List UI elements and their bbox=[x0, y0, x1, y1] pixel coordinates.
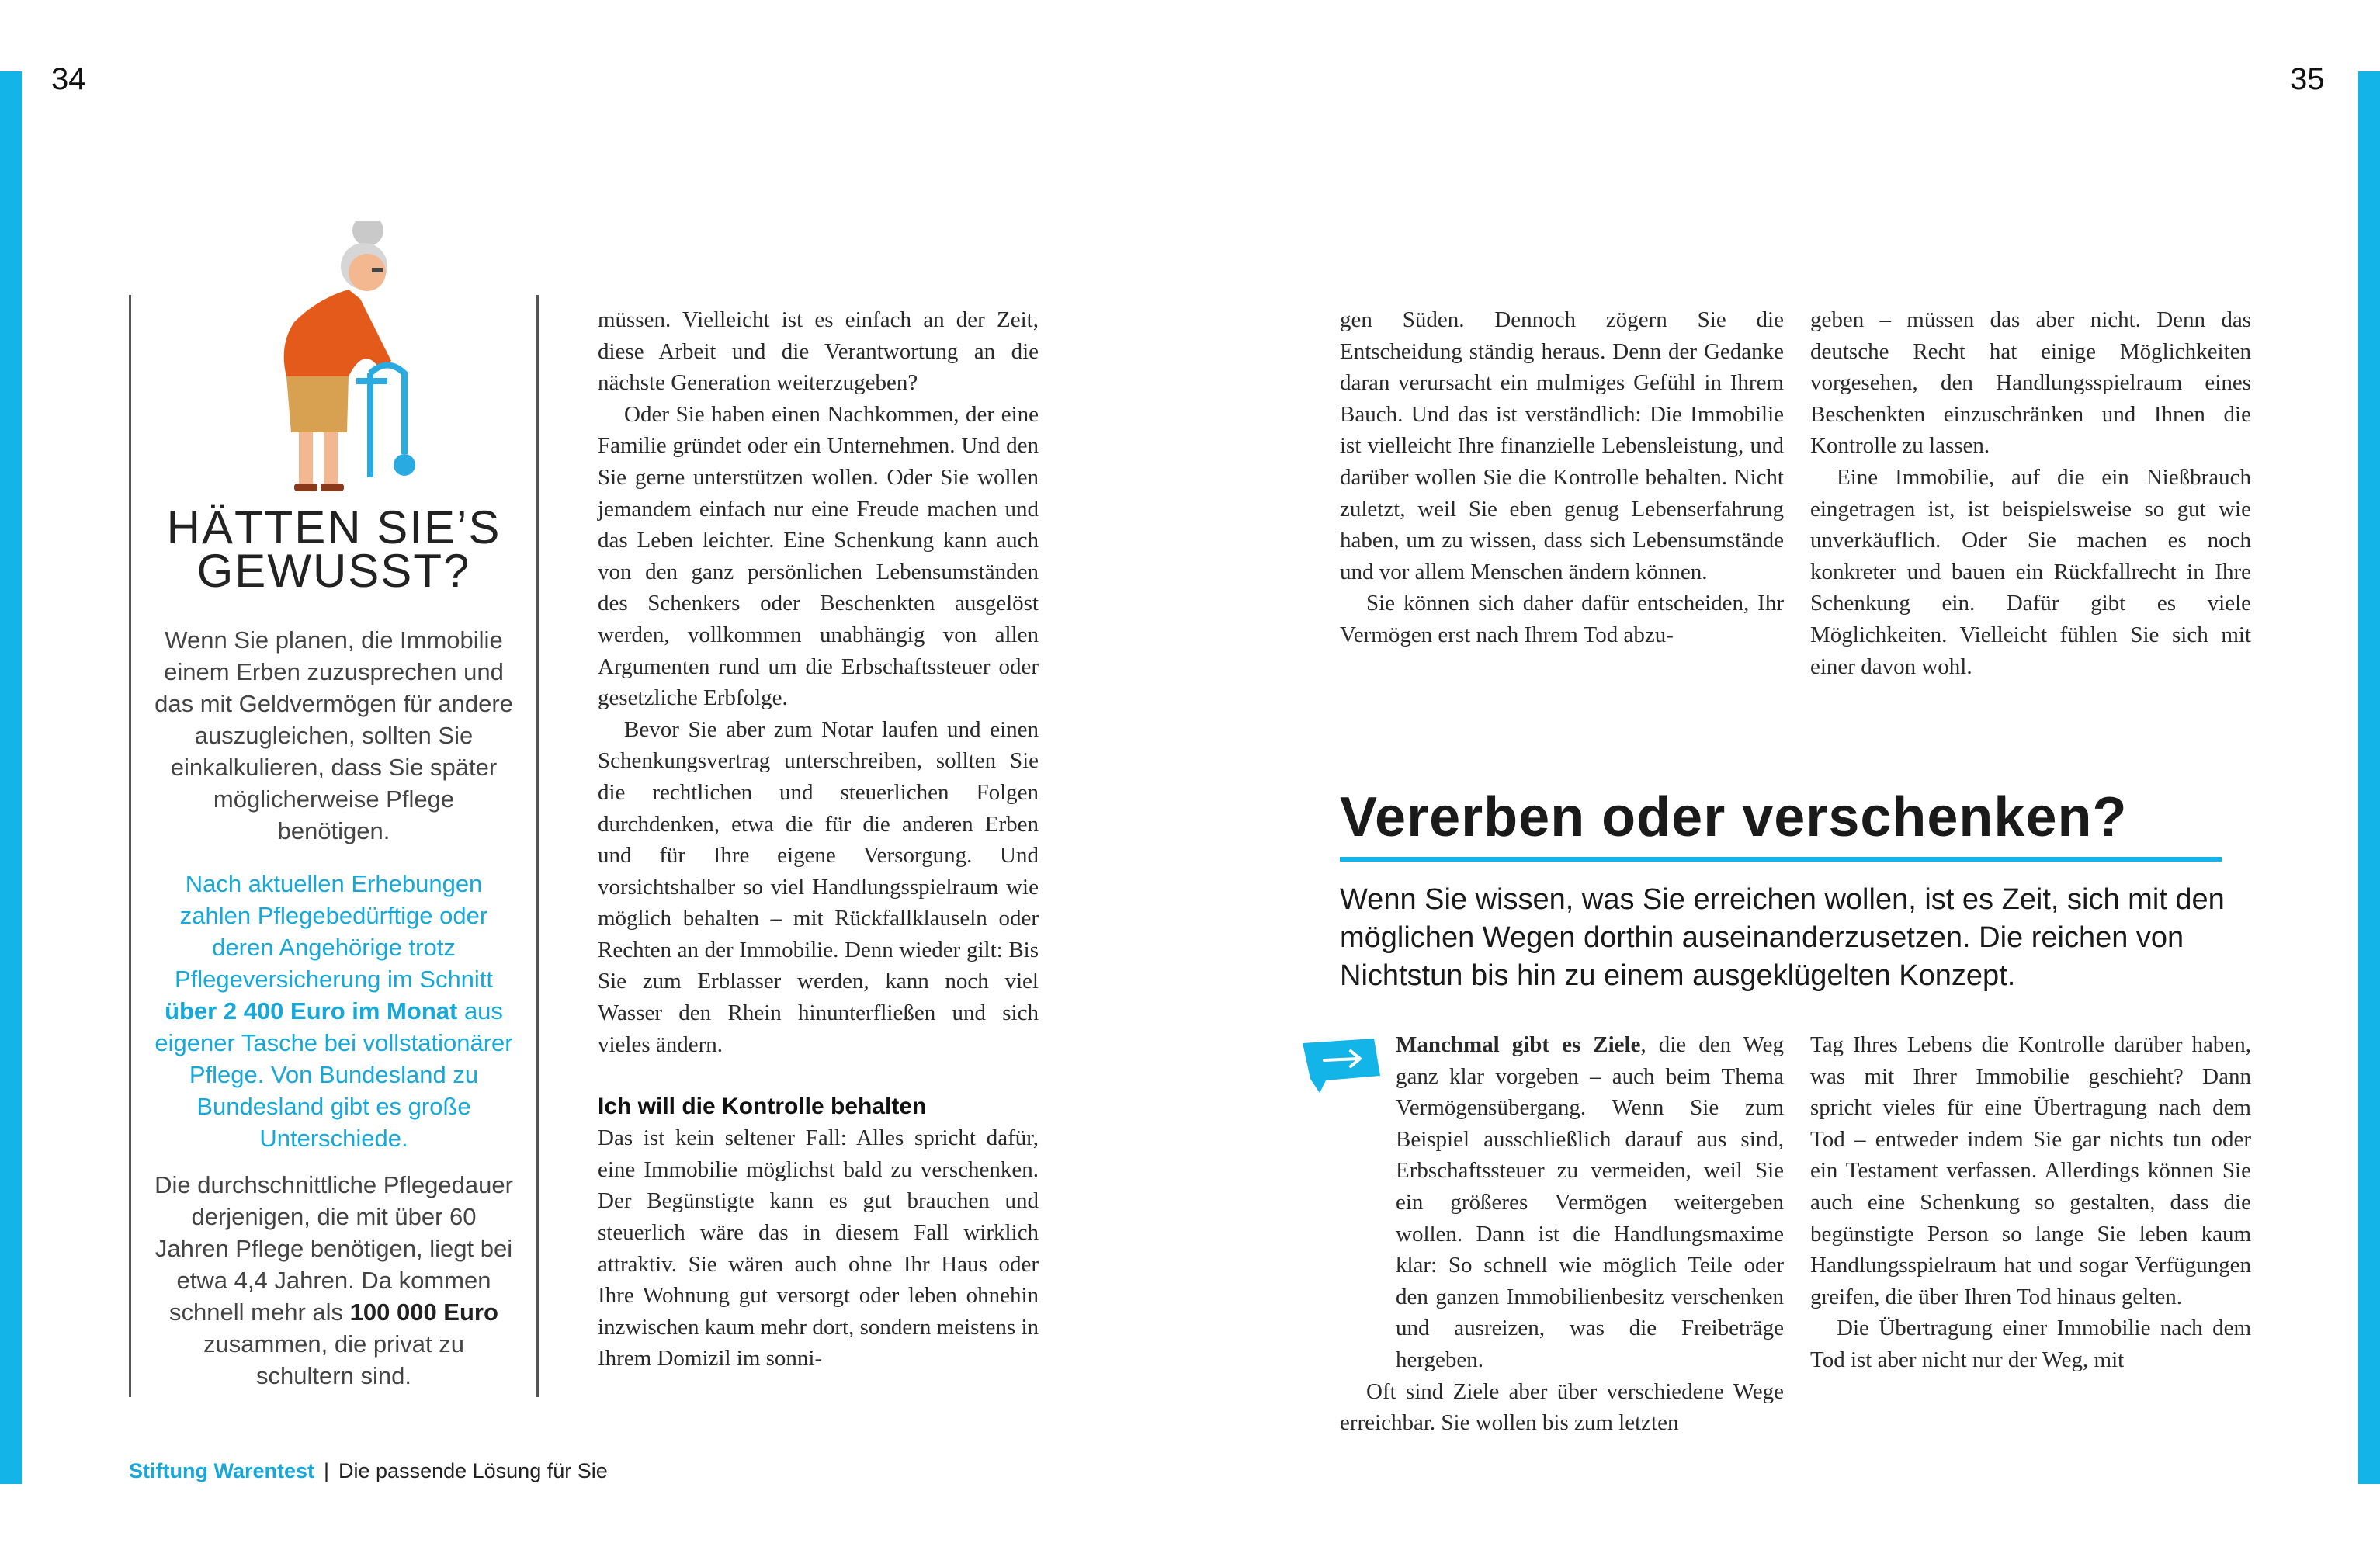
footer-separator: | bbox=[324, 1459, 330, 1482]
page-footer bbox=[129, 1459, 608, 1483]
column-a-paragraph-4: Das ist kein seltener Fall: Alles spricht dafür, eine Immobilie möglichst bald zu verschenken. Der Begünstigte kann es gut brauchen und steuerlich wäre das in diesem Fall wirklich attraktiv. Sie wären auch ohne Ihr Haus oder Ihre Wohnung gut versorgt oder leben ohnehin inzwischen kaum mehr dort, sondern meistens in Ihrem Domizil im sonni- bbox=[598, 1125, 1039, 1371]
column-a-paragraph-2: Oder Sie haben einen Nachkommen, der eine Familie gründet oder ein Unternehmen. Und den Sie gerne unterstützen wollen. Oder Sie wollen jemandem einfach nur eine Freude machen und das Leben leichter. Eine Schenkung kann auch von den ganz persönlichen Lebensumständen des Schenkers oder Beschenkten ausgelöst werden, vollkommen unabhängig von allen Argumenten rund um die Erbschaftssteuer oder gesetzliche Erbfolge. bbox=[598, 401, 1039, 711]
body-column-right-page-3 bbox=[1340, 1029, 1784, 1439]
column-e-paragraph-2: Die Übertragung einer Immobilie nach dem Tod ist aber nicht nur der Weg, mit bbox=[1810, 1316, 2251, 1372]
sidebar-highlight-paragraph bbox=[154, 868, 513, 1154]
sidebar-title bbox=[131, 501, 536, 597]
column-b-paragraph-2: Sie können sich daher dafür entscheiden, Ihr Vermögen erst nach Ihrem Tod abzu- bbox=[1340, 591, 1784, 647]
elderly-woman-with-walker-icon bbox=[232, 221, 434, 498]
section-headline: Vererben oder verschenken? bbox=[1340, 786, 2128, 848]
right-edge-accent-bar bbox=[2358, 71, 2380, 1484]
body-column-right-page-1 bbox=[1340, 304, 1784, 651]
sidebar-title-line1: HÄTTEN SIE’S bbox=[166, 501, 501, 553]
body-column-right-page-4 bbox=[1810, 1029, 2251, 1376]
sidebar-paragraph-1: Wenn Sie planen, die Immobilie einem Erben zuzusprechen und das mit Geldvermögen für andere auszugleichen, sollten Sie einkalkulieren, dass Sie später möglicherweise Pflege benötigen. bbox=[154, 626, 513, 844]
sidebar-p2-bold: über 2 400 Euro im Monat bbox=[165, 997, 458, 1025]
page-number-left: 34 bbox=[51, 62, 86, 96]
column-a-paragraph-1: müssen. Vielleicht ist es einfach an der Zeit, diese Arbeit und die Verantwortung an die nächste Generation weiterzugeben? bbox=[598, 307, 1039, 396]
body-column-left-page bbox=[598, 304, 1039, 1375]
sidebar-paragraph-3 bbox=[154, 1169, 513, 1392]
column-d-lead-bold: Manchmal gibt es Ziele bbox=[1396, 1032, 1641, 1057]
left-edge-accent-bar bbox=[0, 71, 22, 1484]
footer-book-title: Die passende Lösung für Sie bbox=[338, 1459, 608, 1482]
sidebar-p3-bold: 100 000 Euro bbox=[349, 1299, 498, 1326]
column-c-paragraph-2: Eine Immobilie, auf die ein Nießbrauch eingetragen ist, ist beispielsweise so gut wie unverkäuflich. Oder Sie machen es noch konkreter und bauen ein Rückfallrecht in Ihre Schenkung ein. Dafür gibt es viele Möglichkeiten. Vielleicht fühlen Sie sich mit einer davon wohl. bbox=[1810, 464, 2251, 679]
body-column-right-page-2 bbox=[1810, 304, 2251, 682]
column-d-paragraph-1 bbox=[1340, 1029, 1784, 1376]
page-number-right: 35 bbox=[2290, 62, 2325, 96]
column-a-subheading: Ich will die Kontrolle behalten bbox=[598, 1094, 927, 1120]
sidebar-p3-text: Die durchschnittliche Pflegedauer derjenigen, die mit über 60 Jahren Pflege benötigen, liegt bei etwa 4,4 Jahren. Da kommen schnell mehr als bbox=[154, 1171, 513, 1326]
sidebar-p3-text-end: zusammen, die privat zu schultern sind. bbox=[203, 1330, 464, 1389]
info-box-sidebar bbox=[129, 295, 539, 1397]
column-d-p1-rest: , die den Weg ganz klar vorgeben – auch beim Thema Vermögensübergang. Wenn Sie zum Beispiel ausschließlich darauf aus sind, Erbschaftssteuer zu vermeiden, weil Sie ein größeres Vermögen weitergeben wollen. Dann ist die Handlungsmaxime klar: So schnell wie möglich Teile oder den ganzen Immobilienbesitz verschenken und ausreizen, was die Freibeträge hergeben. bbox=[1396, 1032, 1784, 1372]
column-e-paragraph-1: Tag Ihres Lebens die Kontrolle darüber haben, was mit Ihrer Immobilie geschieht? Dann spricht vieles für eine Übertragung nach dem Tod – entweder indem Sie gar nichts tun oder ein Testament verfassen. Allerdings können Sie auch eine Schenkung so gestalten, dass die begünstigte Person so lange Sie leben kaum Handlungsspielraum hat und sogar Verfügungen greifen, die über Ihren Tod hinaus gelten. bbox=[1810, 1032, 2251, 1309]
footer-brand: Stiftung Warentest bbox=[129, 1459, 314, 1482]
headline-underline-rule bbox=[1340, 857, 2222, 862]
sidebar-p2-text: Nach aktuellen Erhebungen zahlen Pflegebedürftige oder deren Angehörige trotz Pflegeversicherung im Schnitt bbox=[174, 870, 494, 993]
sidebar-title-line2: GEWUSST? bbox=[196, 545, 471, 597]
column-a-paragraph-3: Bevor Sie aber zum Notar laufen und einen Schenkungsvertrag unterschreiben, sollten Sie die rechtlichen und steuerlichen Folgen durchdenken, etwa die für die anderen Erben und für Ihre eigene Versorgung. Und vorsichtshalber so viel Handlungsspielraum wie möglich behalten – mit Rückfallklauseln oder Rechten an der Immobilie. Denn wieder gilt: Bis Sie zum Erblasser werden, kann noch viel Wasser den Rhein hinunterfließen und sich vieles ändern. bbox=[598, 716, 1039, 1057]
column-c-paragraph-1: geben – müssen das aber nicht. Denn das deutsche Recht hat einige Möglichkeiten vorgesehen, den Handlungsspielraum eines Beschenkten einzuschränken und Ihnen die Kontrolle zu lassen. bbox=[1810, 307, 2251, 459]
section-lede: Wenn Sie wissen, was Sie erreichen wollen, ist es Zeit, sich mit den möglichen Wegen dorthin auseinanderzusetzen. Die reichen von Nichtstun bis hin zu einem ausgeklügelten Konzept. bbox=[1340, 883, 2225, 992]
column-d-paragraph-2: Oft sind Ziele aber über verschiedene Wege erreichbar. Sie wollen bis zum letzten bbox=[1340, 1378, 1784, 1436]
sidebar-p2-text-end: aus eigener Tasche bei vollstationärer Pflege. Von Bundesland zu Bundesland gibt es große Unterschiede. bbox=[154, 997, 513, 1152]
column-b-paragraph-1: gen Süden. Dennoch zögern Sie die Entscheidung ständig heraus. Denn der Gedanke daran verursacht ein mulmiges Gefühl in Ihrem Bauch. Und das ist verständlich: Die Immobilie ist vielleicht Ihre finanzielle Lebensleistung, und darüber wollen Sie die Kontrolle behalten. Nicht zuletzt, weil Sie eben genug Lebenserfahrung haben, um zu wissen, dass sich Lebensumstände und vor allem Menschen ändern können. bbox=[1340, 307, 1784, 584]
